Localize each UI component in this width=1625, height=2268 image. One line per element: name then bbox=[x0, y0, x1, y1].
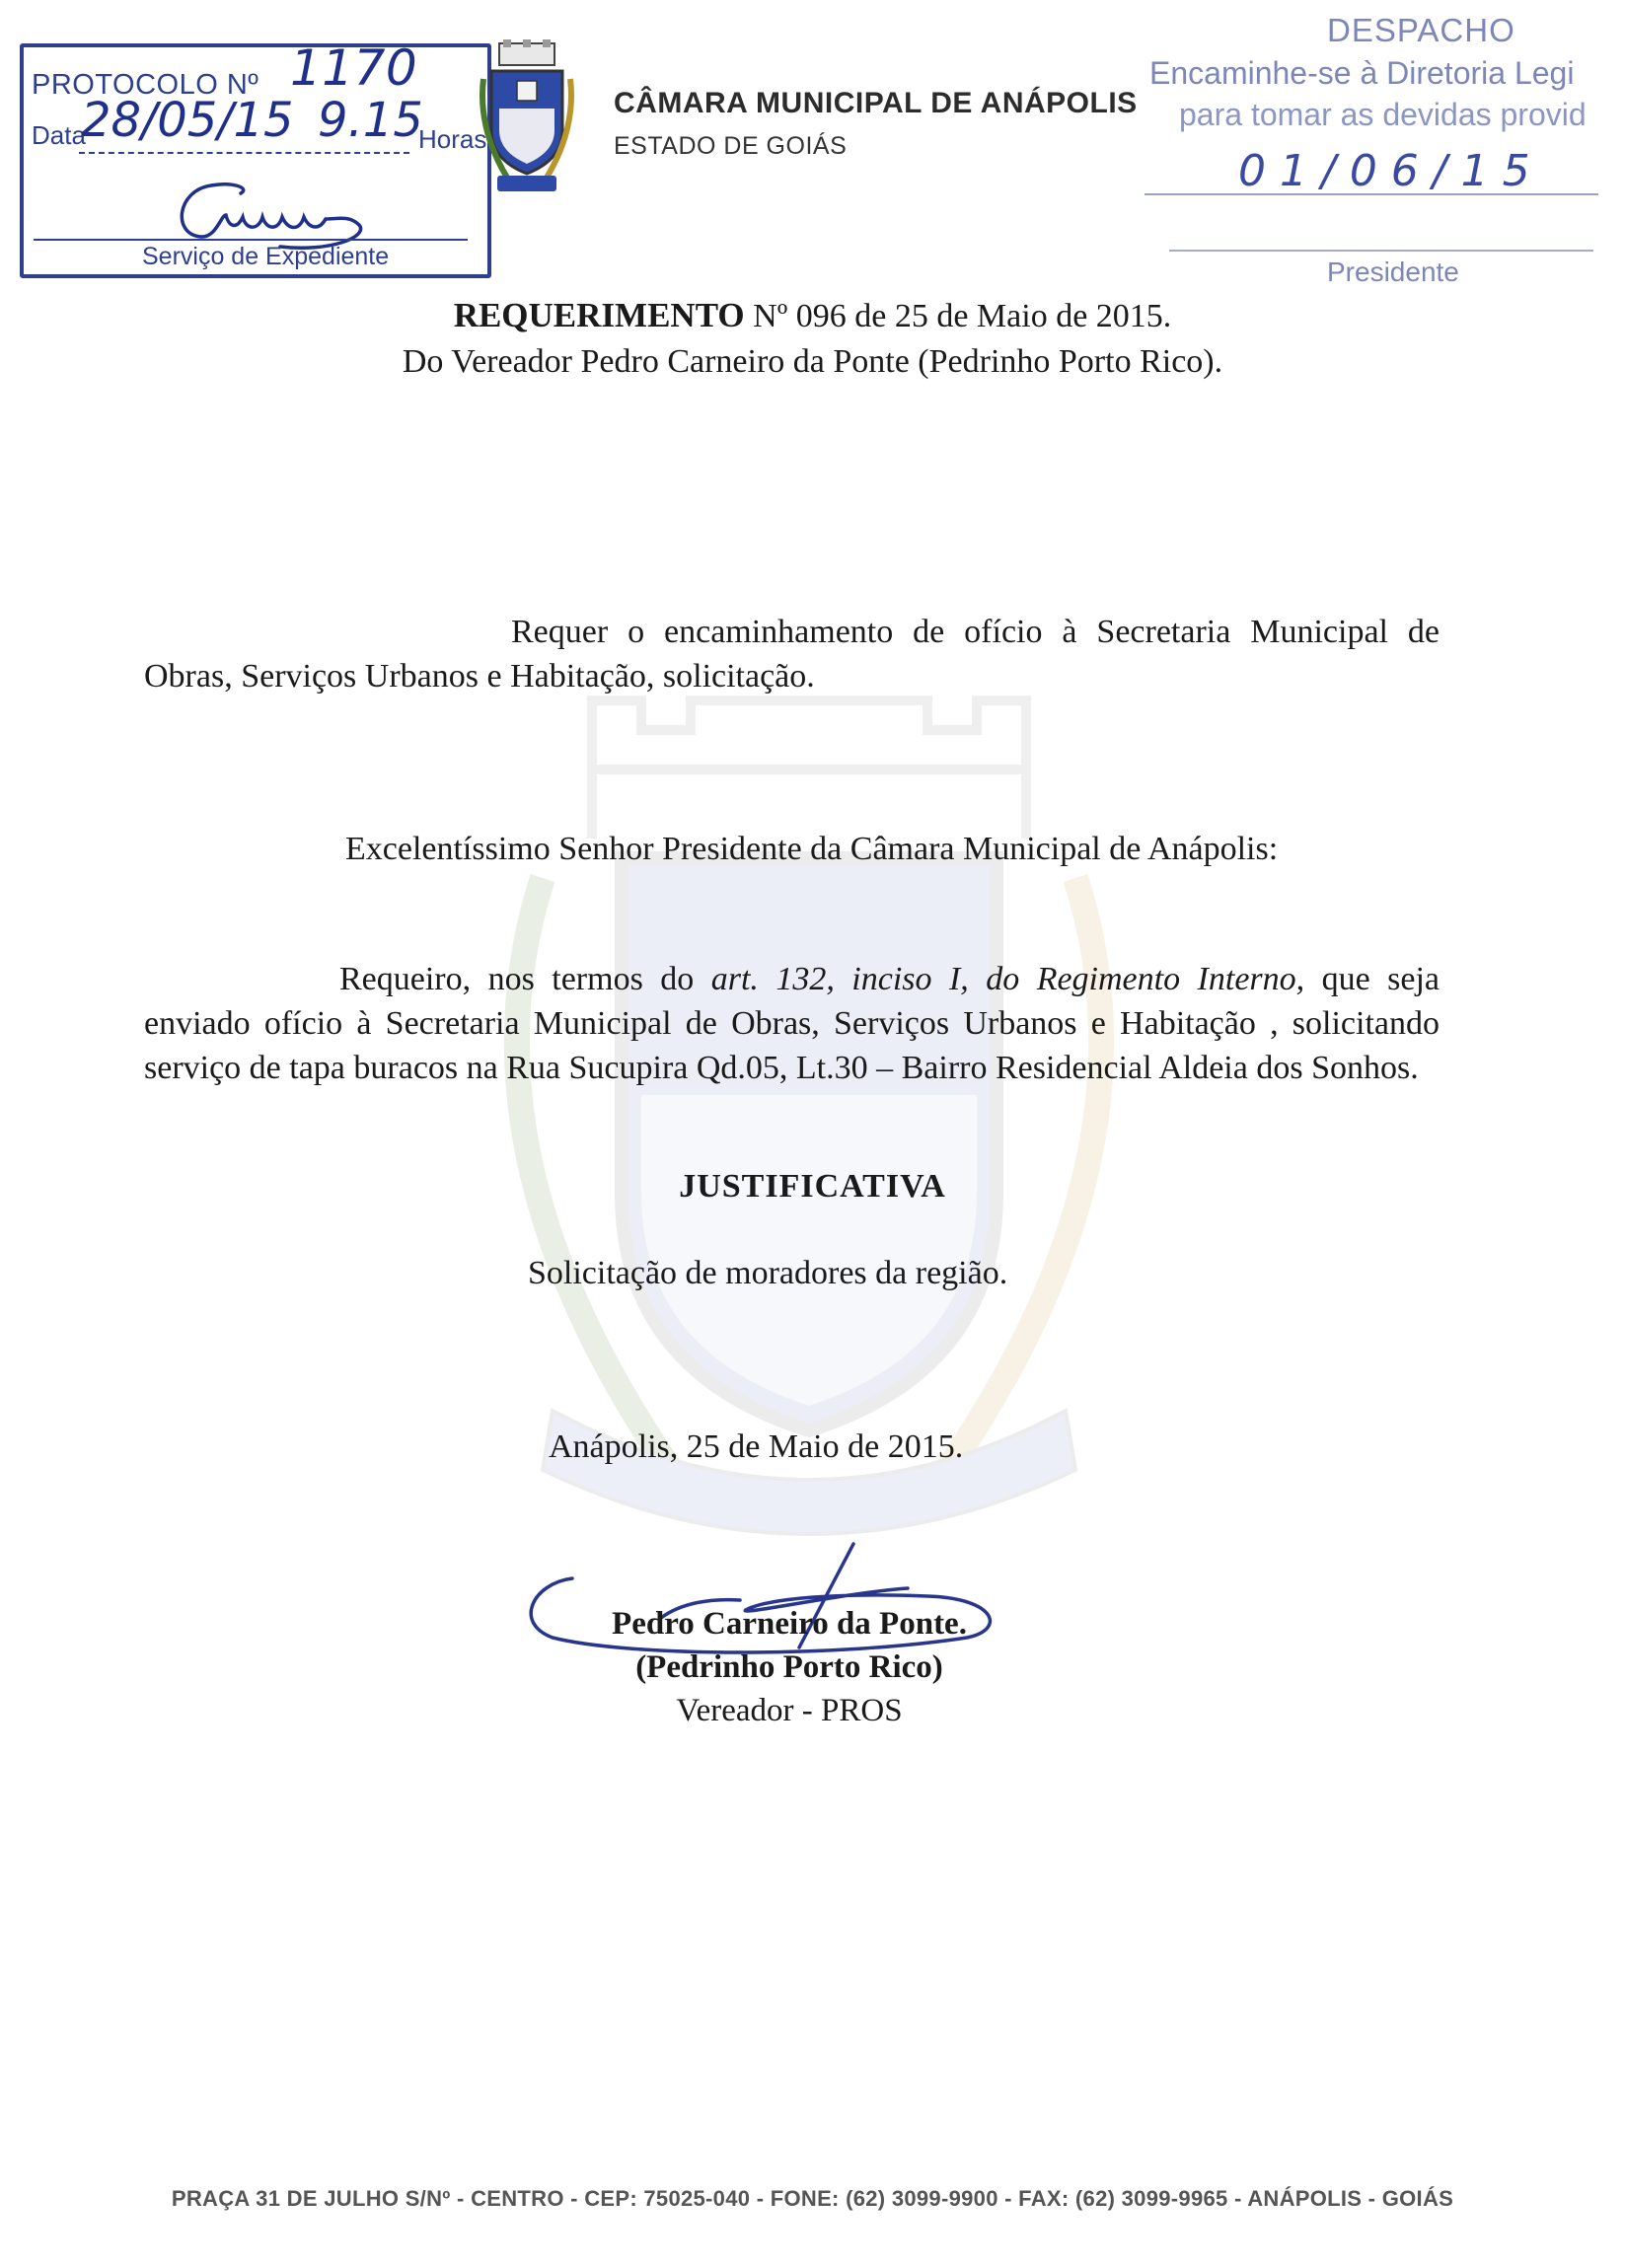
despacho-signature-line bbox=[1169, 250, 1593, 252]
despacho-line-2: para tomar as devidas provid bbox=[1179, 97, 1587, 132]
protocol-signature-line bbox=[34, 239, 468, 241]
salutation: Excelentíssimo Senhor Presidente da Câmara Municipal de Anápolis: bbox=[345, 831, 1279, 867]
summary-text: Requer o encaminhamento de ofício à Secretaria Municipal de Obras, Serviços Urbanos e Habitação, solicitação. bbox=[144, 614, 1440, 695]
despacho-stamp bbox=[1125, 8, 1608, 294]
justification-heading: JUSTIFICATIVA bbox=[679, 1168, 946, 1205]
protocol-date: 28/05/15 bbox=[81, 93, 294, 148]
summary-paragraph bbox=[144, 610, 1440, 698]
protocol-stamp bbox=[20, 39, 491, 278]
request-text-start: Requeiro, nos termos do bbox=[339, 961, 695, 997]
footer-address: PRAÇA 31 DE JULHO S/Nº - CENTRO - CEP: 75025-040 - FONE: (62) 3099-9900 - FAX: (62) 3099-9965 - ANÁPOLIS - GOIÁS bbox=[171, 2186, 1454, 2211]
document-title bbox=[0, 296, 1625, 335]
justification-text: Solicitação de moradores da região. bbox=[528, 1255, 1008, 1291]
request-legal-reference: art. 132, inciso I, do Regimento Interno, bbox=[710, 961, 1305, 997]
protocol-hour: 9.15 bbox=[318, 93, 423, 148]
protocol-date-label: Data bbox=[32, 120, 86, 150]
despacho-date: 01/06/15 bbox=[1238, 146, 1544, 196]
despacho-date-line bbox=[1145, 193, 1598, 195]
protocol-number: 1170 bbox=[290, 39, 418, 97]
despacho-line-1: Encaminhe-se à Diretoria Legi bbox=[1149, 55, 1575, 91]
header-title: CÂMARA MUNICIPAL DE ANÁPOLIS bbox=[614, 87, 1138, 119]
request-paragraph bbox=[144, 957, 1440, 1090]
document-title-number: Nº 096 de 25 de Maio de 2015. bbox=[753, 298, 1172, 334]
protocol-service-label: Serviço de Expediente bbox=[142, 243, 390, 270]
document-author: Do Vereador Pedro Carneiro da Ponte (Pedrinho Porto Rico). bbox=[402, 343, 1223, 380]
despacho-president-label: Presidente bbox=[1327, 256, 1459, 287]
protocol-hours-label: Horas bbox=[418, 124, 487, 154]
signatory-nickname: (Pedrinho Porto Rico) bbox=[635, 1649, 943, 1685]
despacho-title: DESPACHO bbox=[1327, 12, 1515, 48]
place-date: Anápolis, 25 de Maio de 2015. bbox=[549, 1428, 964, 1465]
protocol-date-row bbox=[32, 93, 487, 154]
coat-of-arms-icon bbox=[478, 39, 576, 197]
protocol-label: PROTOCOLO Nº bbox=[32, 69, 259, 101]
request-text-end: que seja enviado ofício à Secretaria Municipal de Obras, Serviços Urbanos e Habitação , solicitando serviço de tapa buracos na Rua Sucupira Qd.05, Lt.30 – Bairro Residencial Aldeia dos Sonhos. bbox=[144, 961, 1440, 1086]
signatory-role: Vereador - PROS bbox=[676, 1693, 903, 1728]
document-title-type: REQUERIMENTO bbox=[453, 296, 745, 334]
protocol-divider bbox=[79, 152, 409, 154]
header-subtitle: ESTADO DE GOIÁS bbox=[614, 132, 848, 160]
signatory-name: Pedro Carneiro da Ponte. bbox=[612, 1606, 967, 1642]
